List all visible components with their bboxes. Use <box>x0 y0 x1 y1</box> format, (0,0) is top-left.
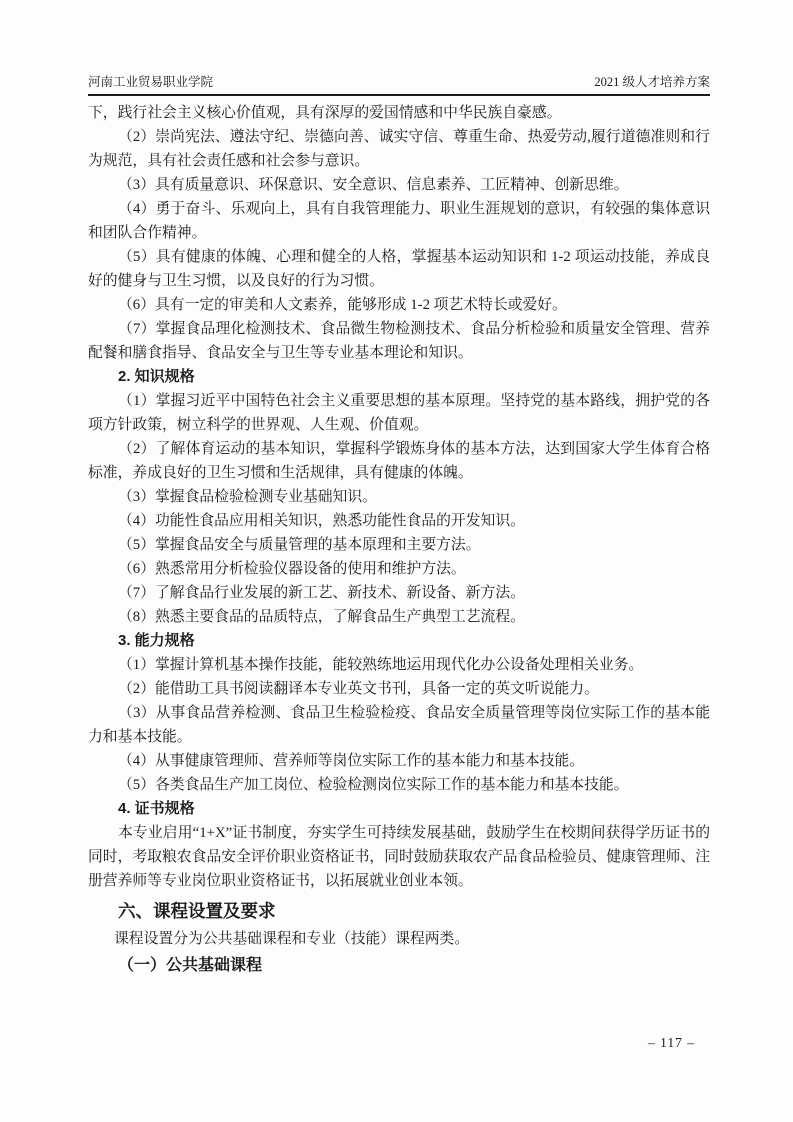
paragraph: （6）具有一定的审美和人文素养，能够形成 1-2 项艺术特长或爱好。 <box>118 297 567 313</box>
header-plan-label: 2021 级人才培养方案 <box>594 75 710 89</box>
paragraph: （3）掌握食品检验检测专业基础知识。 <box>118 489 377 505</box>
paragraph: （1）掌握习近平中国特色社会主义重要思想的基本原理。坚持党的基本路线，拥护党的各项方针政策，树立科学的世界观、人生观、价值观。 <box>88 393 710 433</box>
paragraph: （2）能借助工具书阅读翻译本专业英文书刊，具备一定的英文听说能力。 <box>118 681 599 697</box>
subheading-ability: 3. 能力规格 <box>118 632 195 649</box>
paragraph: （2）崇尚宪法、遵法守纪、崇德向善、诚实守信、尊重生命、热爱劳动,履行道德准则和行为规范，具有社会责任感和社会参与意识。 <box>88 129 710 169</box>
paragraph: （1）掌握计算机基本操作技能，能较熟练地运用现代化办公设备处理相关业务。 <box>118 657 644 673</box>
paragraph: 课程设置分为公共基础课程和专业（技能）课程两类。 <box>114 931 470 947</box>
paragraph: （4）从事健康管理师、营养师等岗位实际工作的基本能力和基本技能。 <box>118 753 585 769</box>
page-number: – 117 – <box>648 1035 695 1050</box>
page-header <box>88 74 710 96</box>
paragraph: （5）具有健康的体魄、心理和健全的人格，掌握基本运动知识和 1-2 项运动技能，养成良好的健身与卫生习惯，以及良好的行为习惯。 <box>88 249 710 289</box>
paragraph: （7）了解食品行业发展的新工艺、新技术、新设备、新方法。 <box>118 585 525 601</box>
paragraph: （8）熟悉主要食品的品质特点，了解食品生产典型工艺流程。 <box>118 609 525 625</box>
paragraph: （2）了解体育运动的基本知识，掌握科学锻炼身体的基本方法，达到国家大学生体育合格标准，养成良好的卫生习惯和生活规律，具有健康的体魄。 <box>88 441 710 481</box>
paragraph: 下，践行社会主义核心价值观，具有深厚的爱国情感和中华民族自豪感。 <box>88 105 562 121</box>
paragraph: （4）功能性食品应用相关知识，熟悉功能性食品的开发知识。 <box>118 513 525 529</box>
subsection-heading-public-basic-courses: （一）公共基础课程 <box>118 957 263 974</box>
paragraph: （7）掌握食品理化检测技术、食品微生物检测技术、食品分析检验和质量安全管理、营养配餐和膳食指导、食品安全与卫生等专业基本理论和知识。 <box>88 321 710 361</box>
paragraph: 本专业启用“1+X”证书制度，夯实学生可持续发展基础，鼓励学生在校期间获得学历证书的同时，考取粮农食品安全评价职业资格证书，同时鼓励获取农产品食品检验员、健康管理师、注册营养师等专业岗位职业资格证书，以拓展就业创业本领。 <box>88 825 710 889</box>
paragraph: （4）勇于奋斗、乐观向上，具有自我管理能力、职业生涯规划的意识，有较强的集体意识和团队合作精神。 <box>88 201 710 241</box>
section-heading-courses: 六、课程设置及要求 <box>118 901 276 921</box>
subheading-certificate: 4. 证书规格 <box>118 800 195 817</box>
paragraph: （6）熟悉常用分析检验仪器设备的使用和维护方法。 <box>118 561 466 577</box>
paragraph: （3）从事食品营养检测、食品卫生检验检疫、食品安全质量管理等岗位实际工作的基本能力和基本技能。 <box>88 705 710 745</box>
document-body <box>88 101 710 979</box>
paragraph: （5）各类食品生产加工岗位、检验检测岗位实际工作的基本能力和基本技能。 <box>118 777 629 793</box>
subheading-knowledge: 2. 知识规格 <box>118 368 195 385</box>
paragraph: （5）掌握食品安全与质量管理的基本原理和主要方法。 <box>118 537 481 553</box>
paragraph: （3）具有质量意识、环保意识、安全意识、信息素养、工匠精神、创新思维。 <box>118 177 629 193</box>
header-school-name: 河南工业贸易职业学院 <box>88 75 214 89</box>
